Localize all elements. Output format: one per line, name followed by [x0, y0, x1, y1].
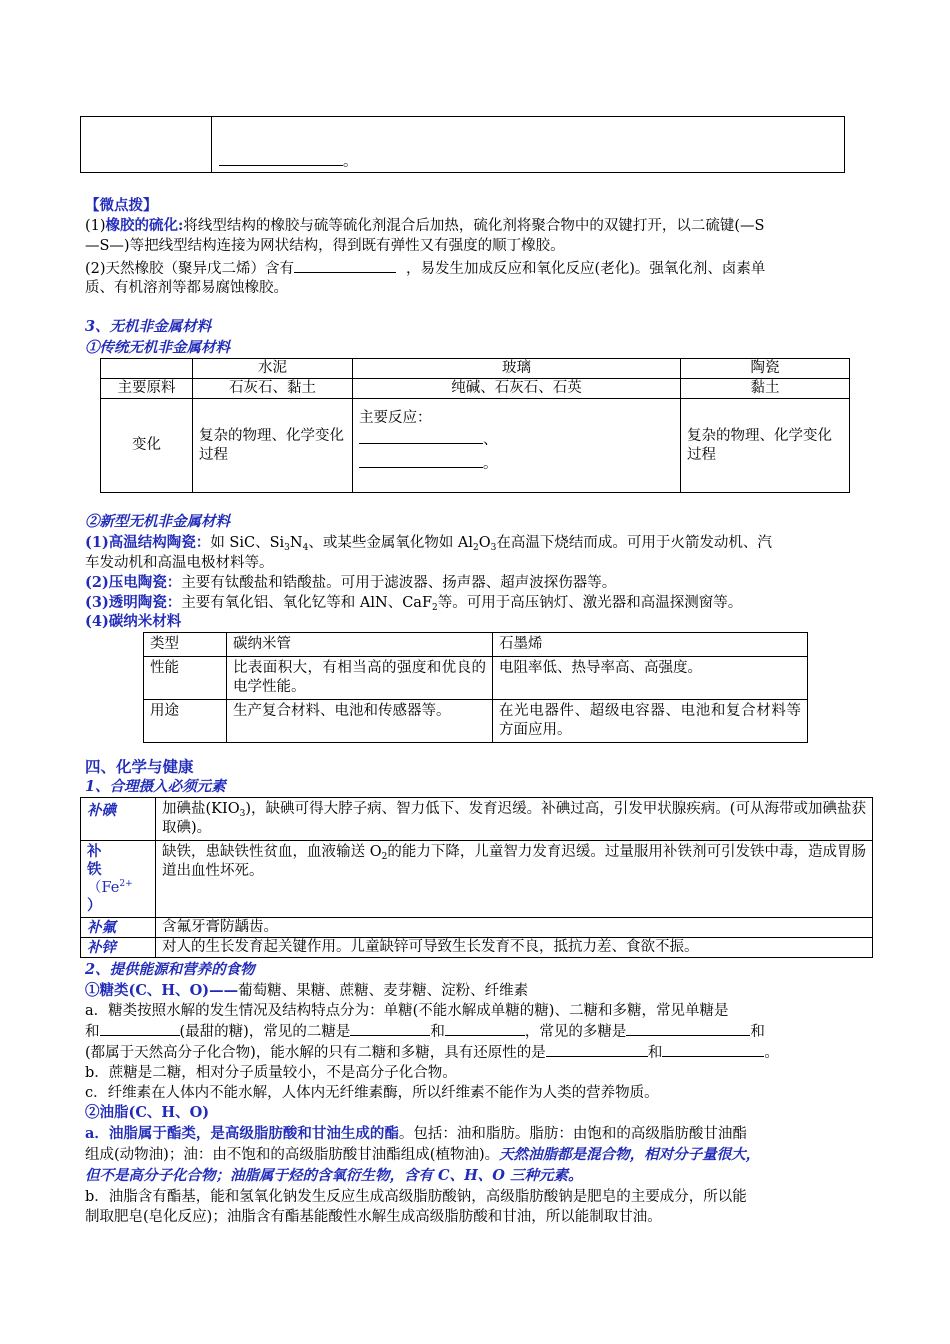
header-ceramic: 陶瓷: [681, 359, 850, 379]
header-cement: 水泥: [193, 359, 353, 379]
ceramic-change: 复杂的物理、化学变化过程: [681, 399, 850, 493]
iron-label: 补铁 （$Fe^{2+}$ ）: [81, 841, 156, 918]
new-materials-p1-line2: 车发动机和高温电极材料等。: [85, 555, 274, 571]
zinc-text: 对人的生长发育起关键作用。儿童缺锌可导致生长发育不良，抵抗力差、食欲不振。: [156, 938, 873, 958]
graphene-property: 电阻率低、热导率高、高强度。: [493, 657, 808, 700]
essential-elements-table: [80, 797, 873, 958]
energy-foods-heading: 2、提供能源和营养的食物: [85, 961, 255, 978]
tip-p1-line2: —S—)等把线型结构连接为网状结构，得到既有弹性又有强度的顺丁橡胶。: [85, 238, 565, 254]
section-3-title: 3、无机非金属材料: [85, 318, 212, 335]
cement-raw: 石灰石、黏土: [193, 379, 353, 399]
top-table: [80, 116, 845, 173]
new-materials-p1-line1: (1)高温结构陶瓷：如 SiC、$Si_3N_4$、或某些金属氧化物如 $Al_2O_3$在高温下烧结而成。可用于火箭发动机、汽: [85, 534, 772, 553]
section-4-title: 四、化学与健康: [85, 757, 194, 776]
cement-change: 复杂的物理、化学变化过程: [193, 399, 353, 493]
glass-change: 主要反应： 、 。: [353, 399, 681, 493]
carbon-nano-table: [143, 632, 808, 743]
row-change-label: 变化: [101, 399, 193, 493]
glass-raw: 纯碱、石灰石、石英: [353, 379, 681, 399]
fat-b-line1: b．油脂含有酯基，能和氢氧化钠发生反应生成高级脂肪酸钠，高级脂肪酸钠是肥皂的主要成分，所以能: [85, 1189, 747, 1205]
fluorine-text: 含氟牙膏防龋齿。: [156, 918, 873, 938]
top-table-divider: [211, 117, 212, 172]
tip-p2-line1: (2)天然橡胶（聚异戊二烯）含有 ，易发生加成反应和氧化反应(老化)。强氧化剂、卤素单: [85, 258, 865, 279]
blank: [100, 1021, 180, 1036]
fat-b-line2: 制取肥皂(皂化反应)；油脂含有酯基能酸性水解生成高级脂肪酸和甘油，所以能制取甘油。: [85, 1209, 662, 1225]
sugar-a-line1: a．糖类按照水解的发生情况及结构特点分为：单糖(不能水解成单糖的糖)、二糖和多糖，常见单糖是: [85, 1003, 729, 1019]
header-glass: 玻璃: [353, 359, 681, 379]
new-materials-p3: (3)透明陶瓷：主要有氧化铝、氧化钇等和 AlN、CaF$_2$等。可用于高压钠灯、激光器和高温探测窗等。: [85, 594, 743, 613]
fluorine-label: 补氟: [81, 918, 156, 938]
traditional-materials-table: [100, 358, 850, 493]
zinc-label: 补锌: [81, 938, 156, 958]
header-cnt: 碳纳米管: [227, 633, 493, 657]
sugar-a-line2: 和 (最甜的糖)，常见的二糖是 和 ，常见的多糖是 和: [85, 1021, 865, 1042]
row-property-label: 性能: [144, 657, 227, 700]
blank: [546, 1042, 648, 1057]
traditional-materials-heading: ①传统无机非金属材料: [85, 339, 230, 356]
blank: [662, 1042, 764, 1057]
corner-cell: [101, 359, 193, 379]
blank: [294, 258, 396, 273]
blank: [350, 1021, 430, 1036]
blank: [359, 429, 483, 444]
ceramic-raw: 黏土: [681, 379, 850, 399]
graphene-use: 在光电器件、超级电容器、电池和复合材料等方面应用。: [493, 700, 808, 743]
new-materials-heading: ②新型无机非金属材料: [85, 513, 230, 530]
essential-elements-heading: 1、合理摄入必须元素: [85, 778, 226, 795]
iodine-text: 加碘盐$(KIO_3)$，缺碘可得大脖子病、智力低下、发育迟缓。补碘过高，引发甲状腺疾病。(可从海带或加碘盐获取碘)。: [156, 798, 873, 841]
header-graphene: 石墨烯: [493, 633, 808, 657]
fat-a-line1: a．油脂属于酯类，是高级脂肪酸和甘油生成的酯。包括：油和脂肪。脂肪：由饱和的高级脂肪酸甘油酯: [85, 1125, 747, 1142]
sugar-heading: ①糖类(C、H、O)——葡萄糖、果糖、蔗糖、麦芽糖、淀粉、纤维素: [85, 982, 529, 999]
blank: [359, 453, 483, 468]
blank: [219, 151, 343, 166]
fat-heading: ②油脂(C、H、O): [85, 1104, 210, 1121]
fat-a-line2: 组成(动物油)；油：由不饱和的高级脂肪酸甘油酯组成(植物油)。天然油脂都是混合物，相对分子量很大，: [85, 1146, 761, 1163]
fat-a-line3: 但不是高分子化合物；油脂属于烃的含氧衍生物，含有 C、H、O 三种元素。: [85, 1167, 583, 1184]
tip-heading: 【微点拨】: [85, 197, 158, 214]
sugar-b: b．蔗糖是二糖，相对分子质量较小，不是高分子化合物。: [85, 1065, 457, 1081]
cnt-use: 生产复合材料、电池和传感器等。: [227, 700, 493, 743]
row-raw-materials-label: 主要原料: [101, 379, 193, 399]
top-table-answer: 。: [219, 151, 358, 172]
sugar-c: c．纤维素在人体内不能水解，人体内无纤维素酶，所以纤维素不能作为人类的营养物质。: [85, 1085, 659, 1101]
blank: [445, 1021, 525, 1036]
new-materials-p2: (2)压电陶瓷：主要有钛酸盐和锆酸盐。可用于滤波器、扬声器、超声波探伤器等。: [85, 574, 617, 591]
row-use-label: 用途: [144, 700, 227, 743]
header-type: 类型: [144, 633, 227, 657]
cnt-property: 比表面积大，有相当高的强度和优良的电学性能。: [227, 657, 493, 700]
iodine-label: 补碘: [81, 798, 156, 841]
tip-p2-line2: 质、有机溶剂等都易腐蚀橡胶。: [85, 280, 288, 296]
iron-text: 缺铁，患缺铁性贫血，血液输送 $O_2$的能力下降，儿童智力发育迟缓。过量服用补铁剂可引发铁中毒，造成胃肠道出血性坏死。: [156, 841, 873, 918]
sugar-a-line3: (都属于天然高分子化合物)，能水解的只有二糖和多糖，具有还原性的是 和 。: [85, 1042, 865, 1063]
blank: [626, 1021, 750, 1036]
tip-p1-line1: (1)橡胶的硫化:将线型结构的橡胶与硫等硫化剂混合后加热，硫化剂将聚合物中的双键打开，以二硫键(—S: [85, 217, 765, 234]
new-materials-p4: (4)碳纳米材料: [85, 613, 182, 630]
